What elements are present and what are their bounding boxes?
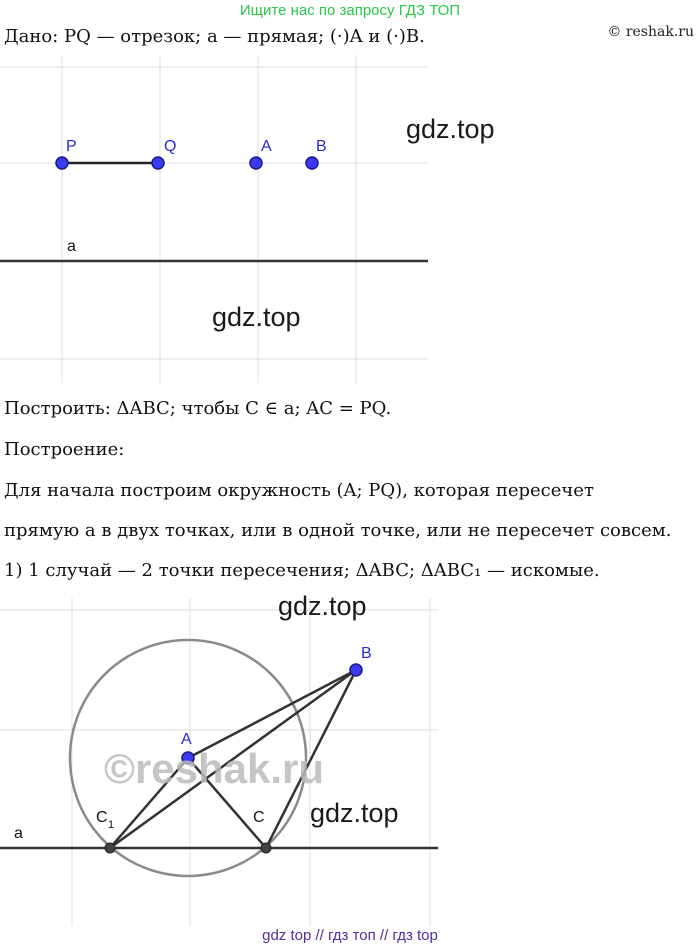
point-b — [306, 157, 318, 169]
construction-text-line-2: прямую a в двух точках, или в одной точке, или не пересечет совсем. — [4, 520, 672, 541]
construction-title: Построение: — [4, 439, 125, 460]
label-c1: C — [96, 809, 108, 826]
label-p: P — [66, 138, 77, 155]
label-a: A — [181, 731, 192, 748]
label-a: A — [261, 138, 272, 155]
point-c — [261, 843, 271, 853]
figure-1-segment-line-points — [0, 55, 430, 385]
label-b: B — [361, 645, 372, 662]
reshak-watermark: ©reshak.ru — [104, 745, 325, 792]
point-c1 — [105, 843, 115, 853]
given-statement: Дано: PQ — отрезок; a — прямая; (·)A и (·)B. — [4, 26, 425, 47]
case-1-statement: 1) 1 случай — 2 точки пересечения; ΔABC; ΔABC₁ — искомые. — [4, 560, 600, 581]
watermark-gdz-top: gdz.top — [406, 114, 495, 144]
copyright-label: © reshak.ru — [607, 24, 694, 40]
task-statement: Построить: ΔABC; чтобы C ∈ a; AC = PQ. — [4, 398, 392, 419]
point-b — [350, 664, 362, 676]
point-q — [152, 157, 164, 169]
label-c: C — [253, 809, 265, 826]
label-c1-subscript: 1 — [108, 819, 115, 831]
point-p — [56, 157, 68, 169]
point-a — [250, 157, 262, 169]
watermark-gdz-top: gdz.top — [310, 798, 399, 828]
label-q: Q — [164, 138, 177, 155]
footer-links[interactable]: gdz top // гдз топ // гдз top — [262, 927, 438, 944]
construction-text-line-1: Для начала построим окружность (A; PQ), которая пересечет — [4, 480, 594, 501]
watermark-gdz-top: gdz.top — [278, 591, 367, 621]
search-banner[interactable]: Ищите нас по запросу ГДЗ ТОП — [239, 2, 461, 19]
line-a-label: a — [67, 238, 76, 255]
watermark-gdz-top: gdz.top — [212, 302, 301, 332]
line-a-label: a — [14, 825, 23, 842]
label-b: B — [316, 138, 327, 155]
figure-1-grid — [0, 55, 428, 383]
